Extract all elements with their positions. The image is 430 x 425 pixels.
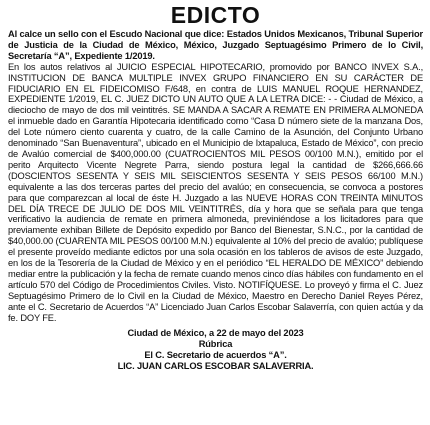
signature-date: Ciudad de México, a 22 de mayo del 2023 [127,328,304,339]
edict-page [0,2,430,425]
document-paragraph: En los autos relativos al JUICIO ESPECIAL HIPOTECARIO, promovido por BANCO INVEX S.A., INSTITUCION DE BANCA MULTIPLE INVEX GRUPO FINANCIERO EN SU CARÁCTER DE FIDUCIARIO EN EL FIDEICOMISO F/648, en contra de LUIS MANUEL ROQUE HERNANDEZ, EXPEDIENTE 1/2019, EL C. JUEZ DICTO UN AUTO QUE A LA LETRA DICE: - - Ciudad de México, a dieciocho de mayo de dos mil veintitrés. SE MANDA A SACAR A REMATE EN PRIMERA ALMONEDA el inmueble dado en Garantía Hipotecaria identificado como “Casa D número siete de la manzana Dos, del Lote número ciento cuarenta y cuatro, de la calle Camino de la Asunción, del Conjunto Urbano denominado “San Buenaventura”, ubicado en el Municipio de Ixtapaluca, Estado de México”, con precio de Avalúo comercial de $400,000.00 (CUATROCIENTOS MIL PESOS 00/100 M.N.), emitido por el perito Arquitecto Vicente Negrete Parra, siendo postura legal la cantidad de $266,666.66 (DOSCIENTOS SESENTA Y SEIS MIL SEISCIENTOS SESENTA Y SEIS PESOS 66/100 M.N.) equivalente a las dos terceras partes del precio del avalúo; en consecuencia, se convoca a postores para que comparezcan al local de éste H. Juzgado a las NUEVE HORAS CON TREINTA MINUTOS DEL DÍA TRECE DE JULIO DE DOS MIL VEINTITRÉS, día y hora que se señala para que tenga verificativo la audiencia de remate en primera almoneda, previniéndose a los licitadores para que previamente exhiban Billete de Depósito expedido por Banco del Bienestar, S.N.C., por la cantidad de $40,000.00 (CUARENTA MIL PESOS 00/100 M.N.) equivalente al 10% del precio de avalúo; publíquese el presente proveído mediante edictos por una sola ocasión en los tableros de avisos de este Juzgado, en los de la Tesorería de la Ciudad de México y en el periódico “EL HERALDO DE MÉXICO” debiendo mediar entre la publicación y la fecha de remate cuando menos cinco días hábiles con fundamento en el artículo 570 del Código de Procedimientos Civiles. Visto. NOTIFÍQUESE. Lo proveyó y firma el C. Juez Septuagésimo Primero de lo Civil en la Ciudad de México, Maestro en Derecho Daniel Reyes Pérez, ante el C. Secretario de Acuerdos “A” Licenciado Juan Carlos Escobar Salaverría, con quien actúa y da fe. DOY FE. [8,61,423,323]
signature-role: El C. Secretario de acuerdos “A”. [144,350,287,361]
document-title: EDICTO [170,2,261,28]
document-body [8,29,423,372]
signature-block [8,328,423,372]
signature-rubrica: Rúbrica [198,339,233,350]
signature-name: LIC. JUAN CARLOS ESCOBAR SALAVERRIA. [117,361,314,372]
document-heading: Al calce un sello con el Escudo Nacional que dice: Estados Unidos Mexicanos, Tribunal Superior de Justicia de la Ciudad de México, México, Juzgado Septuagésimo Primero de lo Civil, Secretaría “A”, Expediente 1/2019. [8,29,423,61]
